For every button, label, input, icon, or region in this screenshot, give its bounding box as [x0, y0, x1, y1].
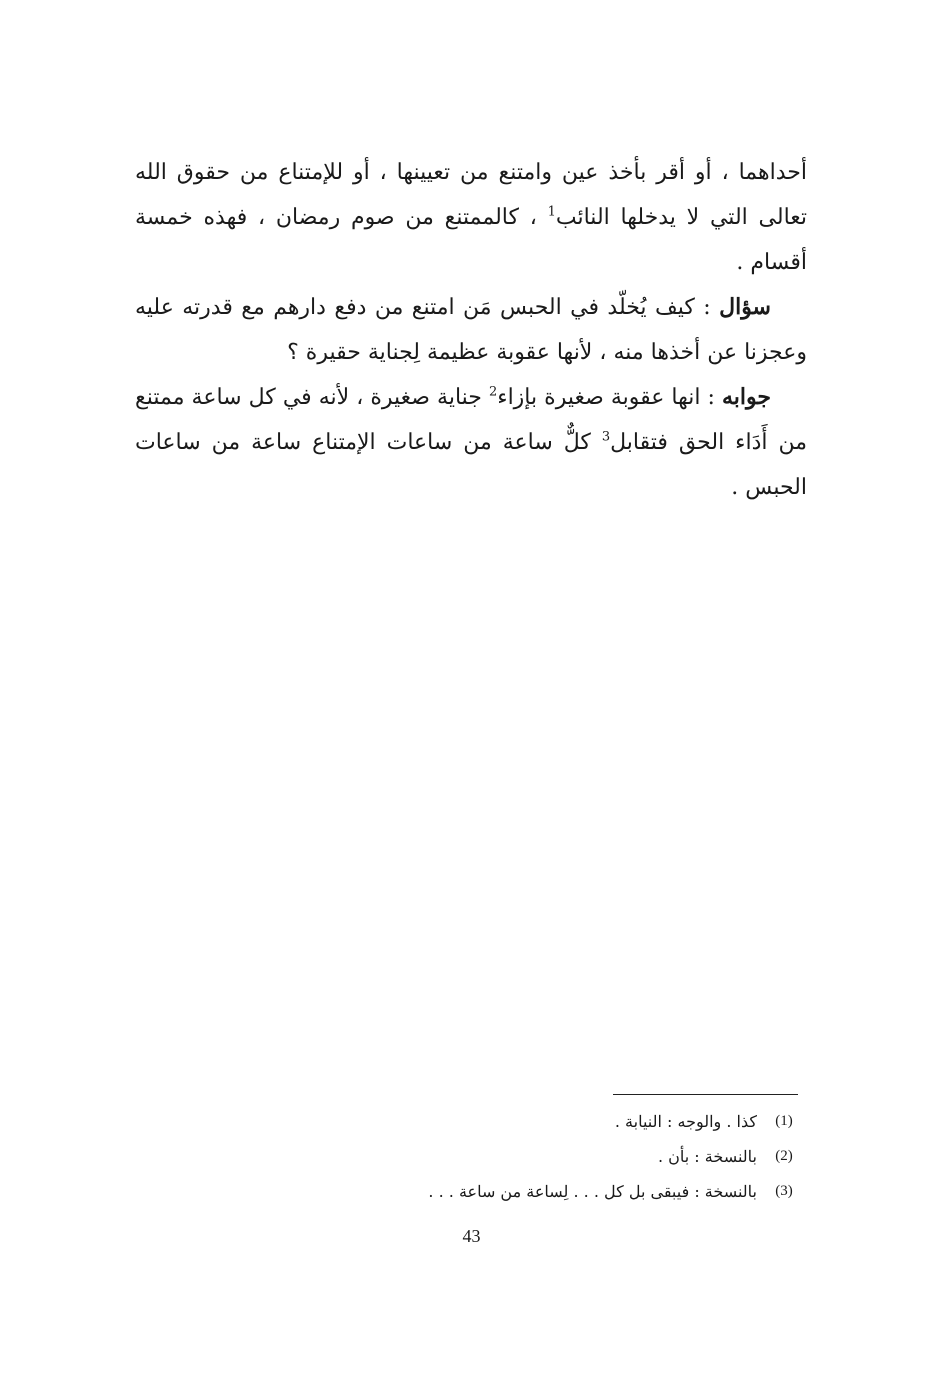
footnote-item: [283, 1139, 803, 1174]
footnotes-list: [283, 1104, 803, 1209]
footnote-ref-3: 3: [601, 429, 611, 445]
answer-text-b: جناية صغيرة ، لأنه في كل ساعة ممتنع من أَدَاء الحق فتقابل: [135, 385, 807, 455]
main-text-block: [135, 150, 807, 510]
paragraph-question: [135, 285, 807, 375]
footnote-text: كذا . والوجه : النيابة .: [614, 1112, 757, 1131]
footnote-ref-2: 2: [488, 384, 498, 400]
footnote-item: [283, 1174, 803, 1209]
footnote-number: (1): [775, 1113, 793, 1129]
paragraph-answer: [135, 375, 807, 510]
paragraph-1-text-a: أحداهما ، أو أقر بأخذ عين وامتنع من تعيينها ، أو للإمتناع من حقوق الله تعالى التي لا يدخلها النائب: [135, 160, 808, 230]
question-text: : كيف يُخلّد في الحبس مَن امتنع من دفع دارهم مع قدرته عليه وعجزنا عن أخذها منه ، لأنها عقوبة عظيمة لِجناية حقيرة ؟: [135, 295, 807, 365]
page-number: 43: [462, 1226, 481, 1246]
footnote-divider: [613, 1094, 798, 1095]
footnote-number: (2): [775, 1148, 793, 1164]
footnote-number: (3): [775, 1183, 793, 1199]
paragraph-1: [135, 150, 807, 285]
footnote-text: بالنسخة : بأن .: [657, 1147, 757, 1166]
answer-text-a: : انها عقوبة صغيرة بإزاء: [497, 385, 722, 410]
footnote-text: بالنسخة : فيبقى بل كل . . . لِساعة من ساعة . . .: [428, 1182, 757, 1201]
answer-lead: جوابه: [721, 384, 771, 410]
footnote-ref-1: 1: [547, 204, 556, 220]
footnote-item: [283, 1104, 803, 1139]
answer-text-c: كلٌّ ساعة من ساعات الإمتناع ساعة من ساعات الحبس .: [135, 430, 807, 500]
paragraph-1-text-b: ، كالممتنع من صوم رمضان ، فهذه خمسة أقسام .: [135, 205, 807, 275]
question-lead: سؤال: [719, 294, 771, 320]
